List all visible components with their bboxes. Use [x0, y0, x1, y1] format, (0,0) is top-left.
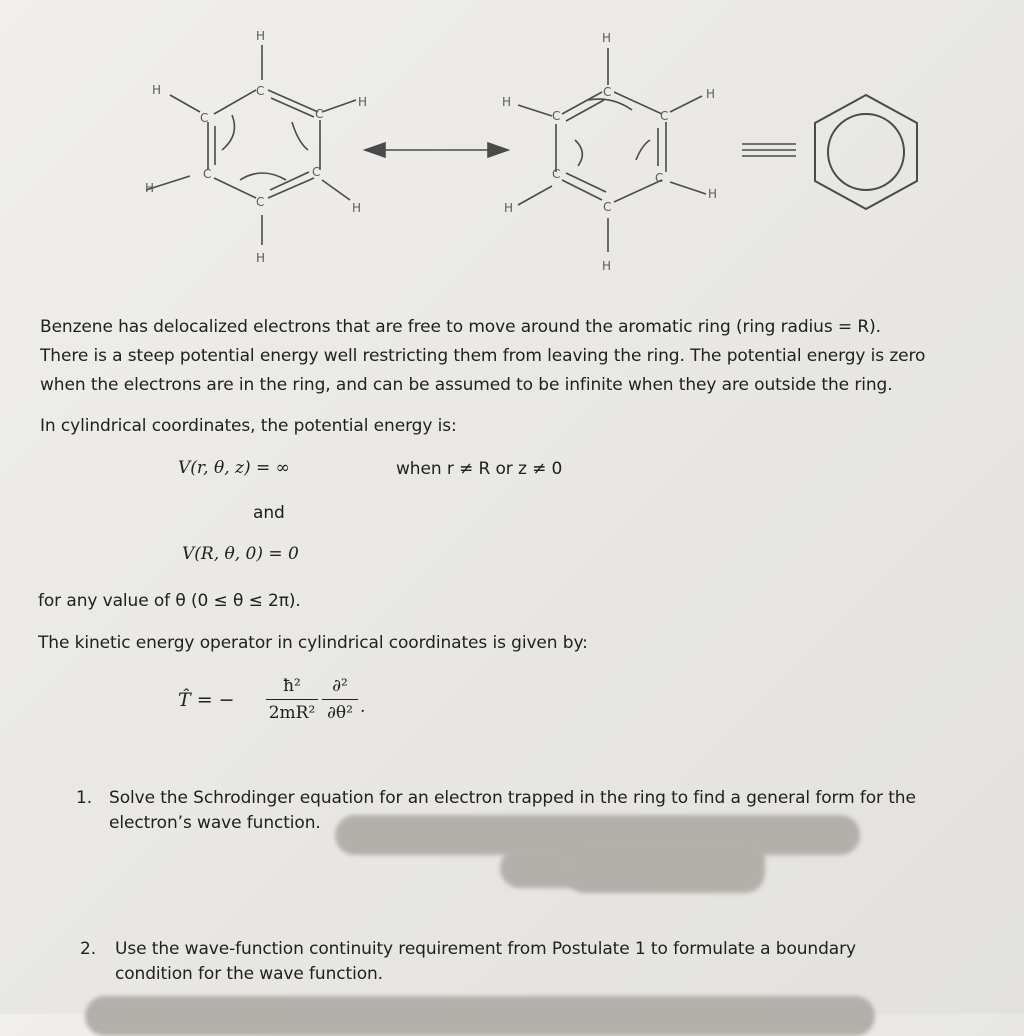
- svg-text:H: H: [352, 201, 362, 215]
- benzene-resonance-figure: [0, 0, 1024, 290]
- svg-text:C: C: [603, 85, 612, 99]
- intro-line-3: when the electrons are in the ring, and can be assumed to be infinite when they are outside the ring.: [40, 375, 893, 395]
- svg-text:H: H: [256, 251, 266, 265]
- benzene-ring-icon: [815, 95, 917, 209]
- potential-equation-2: V(R, θ, 0) = 0: [182, 544, 299, 564]
- kinetic-end: .: [360, 697, 366, 717]
- svg-text:C: C: [256, 195, 265, 209]
- resonance-arrow: [365, 143, 508, 157]
- intro-line-1: Benzene has delocalized electrons that are free to move around the aromatic ring (ring radius = R).: [40, 317, 881, 337]
- and-word: and: [253, 503, 285, 523]
- fraction-hbar: [266, 675, 318, 724]
- kinetic-intro: The kinetic energy operator in cylindrical coordinates is given by:: [38, 633, 588, 653]
- fraction-partial-denominator: ∂θ²: [327, 703, 353, 723]
- svg-text:H: H: [602, 31, 612, 45]
- intro-paragraph: [40, 313, 1000, 400]
- question-2-line-2: condition for the wave function.: [115, 964, 383, 984]
- question-2: [80, 935, 980, 989]
- left-kekule-structure: [146, 45, 356, 245]
- right-kekule-structure: [518, 48, 706, 252]
- theta-range: for any value of θ (0 ≤ θ ≤ 2π).: [38, 591, 301, 611]
- question-1-line-1: Solve the Schrodinger equation for an electron trapped in the ring to find a general form for the: [109, 788, 916, 808]
- svg-text:C: C: [256, 84, 265, 98]
- svg-text:H: H: [358, 95, 368, 109]
- question-2-line-1: Use the wave-function continuity requirement from Postulate 1 to formulate a boundary: [115, 939, 856, 959]
- potential-intro: In cylindrical coordinates, the potential energy is:: [40, 416, 457, 436]
- fraction-hbar-bar: [266, 699, 318, 700]
- redaction-smudge: [565, 838, 765, 893]
- fraction-hbar-denominator: 2mR²: [268, 703, 316, 723]
- svg-text:C: C: [312, 165, 321, 179]
- svg-text:H: H: [504, 201, 514, 215]
- svg-text:H: H: [708, 187, 718, 201]
- svg-text:C: C: [660, 109, 669, 123]
- fraction-partial-bar: [322, 699, 358, 700]
- svg-text:C: C: [603, 200, 612, 214]
- potential-condition: when r ≠ R or z ≠ 0: [396, 459, 563, 479]
- fraction-partial: [322, 675, 358, 724]
- equivalence-sign: [742, 144, 796, 156]
- svg-text:H: H: [145, 181, 155, 195]
- fraction-partial-numerator: ∂²: [332, 676, 348, 696]
- potential-equation-1: V(r, θ, z) = ∞: [178, 458, 290, 478]
- fraction-hbar-numerator: ħ²: [283, 676, 301, 696]
- kinetic-lhs: T̂ = −: [178, 689, 235, 711]
- svg-text:H: H: [602, 259, 612, 273]
- svg-text:C: C: [200, 111, 209, 125]
- question-1-number: 1.: [76, 788, 93, 808]
- svg-text:C: C: [552, 167, 561, 181]
- svg-text:H: H: [256, 29, 266, 43]
- svg-text:H: H: [706, 87, 716, 101]
- svg-text:C: C: [203, 167, 212, 181]
- intro-line-2: There is a steep potential energy well restricting them from leaving the ring. The potential energy is zero: [40, 346, 926, 366]
- question-1-line-2: electron’s wave function.: [109, 813, 321, 833]
- svg-text:C: C: [552, 109, 561, 123]
- svg-text:C: C: [315, 107, 324, 121]
- svg-text:C: C: [655, 171, 664, 185]
- redaction-smudge: [85, 996, 875, 1036]
- svg-text:H: H: [502, 95, 512, 109]
- question-2-number: 2.: [80, 939, 97, 959]
- svg-text:H: H: [152, 83, 162, 97]
